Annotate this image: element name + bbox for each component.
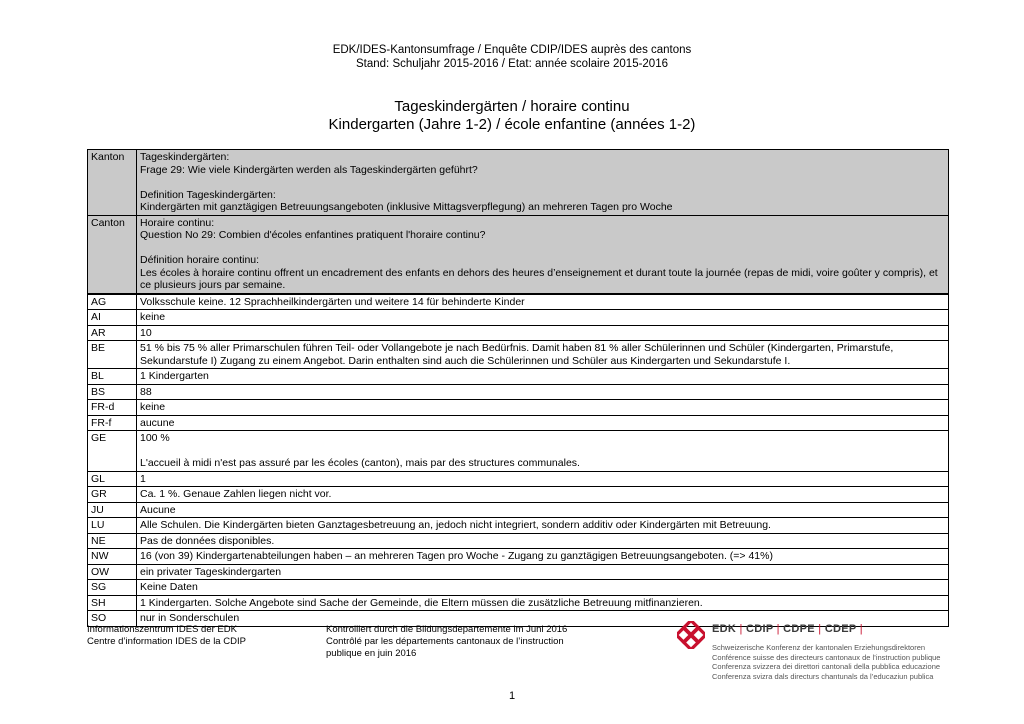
table-row [88,549,949,565]
table-row [88,341,949,369]
logo-abbreviations: EDK | CDIP | CDPE | CDEP | [712,623,863,635]
table-row [88,415,949,431]
row-text: ein privater Tageskindergarten [137,564,949,580]
row-code: BE [88,341,137,369]
row-text-line-1: 100 % [140,432,170,444]
row-code: AI [88,310,137,326]
row-text: Keine Daten [137,580,949,596]
row-text-line-2: L'accueil à midi n'est pas assuré par les écoles (canton), mais par des structures communales. [140,457,580,469]
row-code: BL [88,369,137,385]
footer-mid-line-1: Kontrolliert durch die Bildungsdepartemente im Juni 2016 [326,624,568,635]
table-row [88,564,949,580]
row-code: FR-f [88,415,137,431]
row-code: NW [88,549,137,565]
row-code: GE [88,431,137,472]
row-code: LU [88,518,137,534]
row-code: OW [88,564,137,580]
header-line-1: EDK/IDES-Kantonsumfrage / Enquête CDIP/IDES auprès des cantons [332,44,692,56]
logo-abbr-cdep: CDEP [824,623,857,635]
document-header [0,43,1024,71]
table-row [88,400,949,416]
row-code: NE [88,533,137,549]
row-text: keine [137,400,949,416]
table-row [88,310,949,326]
header-line-2: Stand: Schuljahr 2015-2016 / Etat: année scolaire 2015-2016 [356,58,668,70]
logo-abbr-cdip: CDIP [746,623,774,635]
table-row [88,471,949,487]
canton-table [87,149,949,627]
table-row [88,384,949,400]
row-code: JU [88,502,137,518]
row-text: 1 Kindergarten. Solche Angebote sind Sache der Gemeinde, die Eltern müssen die zusätzliche Betreuung mitfinanzieren. [137,595,949,611]
head-de-line-1: Tageskindergärten: [140,151,230,163]
head-text-de [137,150,949,216]
row-text: aucune [137,415,949,431]
head-de-line-4: Kindergärten mit ganztägigen Betreuungsangeboten (inklusive Mittagsverpflegung) an mehreren Tagen pro Woche [140,201,673,213]
row-code: SH [88,595,137,611]
page-number: 1 [508,690,516,702]
head-fr-line-1: Horaire continu: [140,216,215,229]
title-line-2: Kindergarten (Jahre 1-2) / école enfantine (années 1-2) [328,116,696,133]
row-code: SO [88,611,137,627]
table-row [88,369,949,385]
edk-logo [677,620,947,680]
head-de-line-2: Frage 29: Wie viele Kindergärten werden als Tageskindergärten geführt? [140,163,478,176]
footer-left [87,624,246,648]
edk-emblem-icon [677,621,705,649]
table-row [88,487,949,503]
row-text: 1 Kindergarten [137,369,949,385]
logo-sub-fr: Conférence suisse des directeurs cantonaux de l’instruction publique [712,652,941,662]
table-row [88,502,949,518]
logo-abbr-edk: EDK [712,623,737,635]
row-text: Volksschule keine. 12 Sprachheilkindergärten und weitere 14 für behinderte Kinder [137,294,949,310]
table-head-de [88,150,949,216]
footer-left-line-1: Informationszentrum IDES der EDK [87,624,237,635]
row-text: 1 [137,471,949,487]
head-fr-line-2: Question No 29: Combien d'écoles enfantines pratiquent l'horaire continu? [140,229,486,241]
row-code: FR-d [88,400,137,416]
logo-subtitles [712,643,940,681]
row-code: BS [88,384,137,400]
row-code: AR [88,325,137,341]
row-text: keine [137,310,949,326]
table-row [88,580,949,596]
head-fr-line-3: Définition horaire continu: [140,254,260,266]
row-text [137,431,949,472]
row-code: GL [88,471,137,487]
row-text: 88 [137,384,949,400]
table-row [88,533,949,549]
row-code: SG [88,580,137,596]
row-text: 10 [137,325,949,341]
head-text-fr [137,215,949,294]
logo-abbr-cdpe: CDPE [783,623,815,635]
row-text: nur in Sonderschulen [137,611,949,627]
table-row [88,294,949,310]
table-row [88,518,949,534]
row-text: Aucune [137,502,949,518]
row-text: Alle Schulen. Die Kindergärten bieten Ganztagesbetreuung an, jedoch nicht integriert, sondern additiv oder Kindergärten mit Betreuung. [137,518,949,534]
document-title [0,98,1024,134]
table-row [88,595,949,611]
row-text: 16 (von 39) Kindergartenabteilungen haben – an mehreren Tagen pro Woche - Zugang zu ganztägigen Betreuungsangeboten. (=> 41%) [137,549,949,565]
row-text: Ca. 1 %. Genaue Zahlen liegen nicht vor. [137,487,949,503]
head-fr-line-4: Les écoles à horaire continu offrent un encadrement des enfants en dehors des heures d’enseignement et durant toute la journée (repas de midi, voire goûter y compris), et ce plusieurs jours par semaine. [140,266,938,291]
table-row [88,325,949,341]
title-line-1: Tageskindergärten / horaire continu [394,98,630,115]
row-text: Pas de données disponibles. [137,533,949,549]
head-de-line-3: Definition Tageskindergärten: [140,188,276,201]
logo-sub-it: Conferenza svizzera dei direttori cantonali della pubblica educazione [712,662,941,672]
table-head-fr [88,215,949,294]
logo-sub-rm: Conferenza svizra dals directurs chantunals da l’educaziun publica [712,671,934,681]
row-code: GR [88,487,137,503]
footer-middle [326,624,567,660]
footer-mid-line-3: publique en juin 2016 [326,648,417,659]
row-text: 51 % bis 75 % aller Primarschulen führen Teil- oder Vollangebote je nach Bedürfnis. Damit haben 81 % aller Schülerinnen und Schüler (Kindergarten, Primarstufe, Sekundarstufe I) Zugang zu einem Angebot. Darin enthalten sind auch die Schülerinnen und Schüler aus Kindergarten und Sekundarstufe I. [137,341,949,369]
footer-left-line-2: Centre d’information IDES de la CDIP [87,636,246,647]
head-code-de: Kanton [88,150,137,216]
footer-mid-line-2: Contrôlé par les départements cantonaux de l’instruction [326,636,564,647]
logo-sub-de: Schweizerische Konferenz der kantonalen Erziehungsdirektoren [712,643,926,652]
row-code: AG [88,294,137,310]
head-code-fr: Canton [88,215,137,294]
table-row [88,431,949,472]
